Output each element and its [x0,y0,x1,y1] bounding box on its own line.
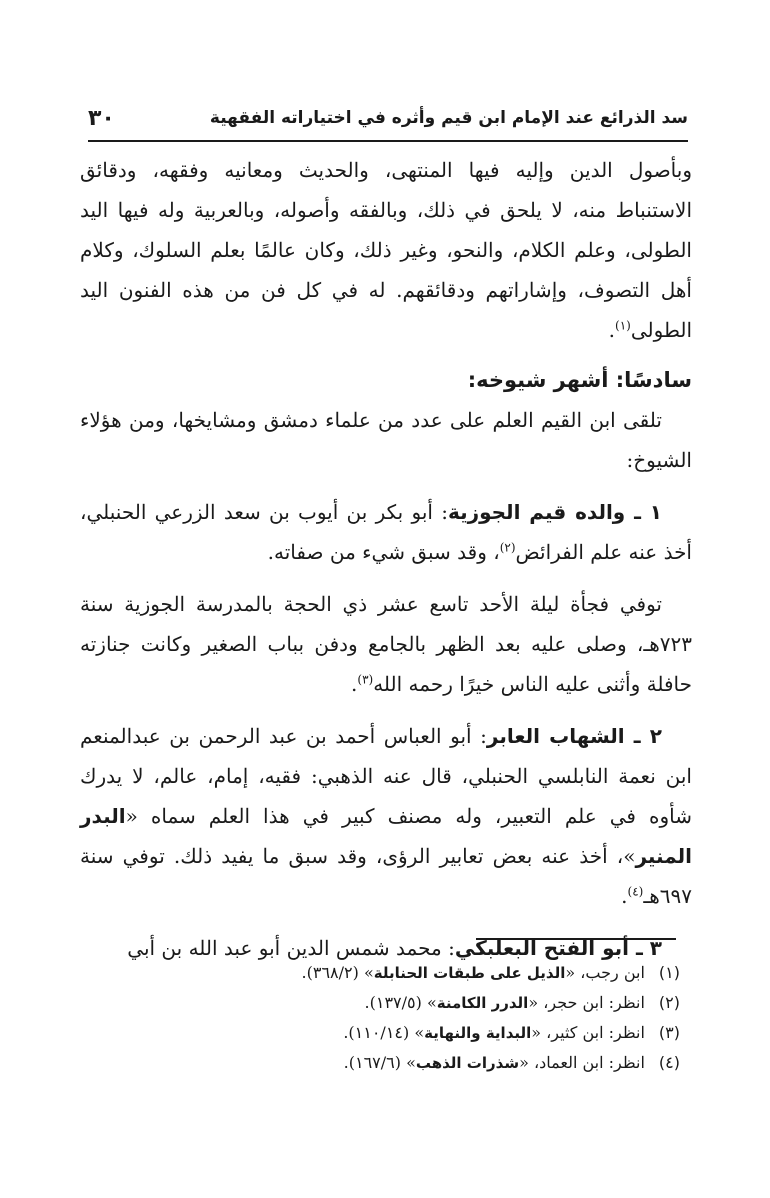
teacher-entry-2: ٢ ـ الشهاب العابر: أبو العباس أحمد بن عبد الرحمن بن عبدالمنعم ابن نعمة النابلسي الحنبلي، قال عنه الذهبي: فقيه، إمام، عالم، لا يدرك شأوه في علم التعبير، وله مصنف كبير في هذا العلم سماه «البدر المنير»، أخذ عنه بعض تعابير الرؤى، وقد سبق ما يفيد ذلك. توفي سنة ٦٩٧هـ$^{(٤)}$. [80,724,692,908]
footnote-1: (١) ابن رجب، «الذيل على طبقات الحنابلة» (٣٦٨/٢). [301,963,680,982]
main-text [80,150,692,968]
footnote-ref-4[interactable]: (٤) [627,884,644,899]
teacher-entry-3: ٣ ـ أبو الفتح البعلبكي: محمد شمس الدين أبو عبد الله بن أبي [127,936,662,960]
footnote-ref-3[interactable]: (٣) [357,672,374,687]
footnote-ref-1[interactable]: (١) [615,318,631,333]
footnote-3: (٣) انظر: ابن كثير، «البداية والنهاية» (١١٠/١٤). [343,1023,680,1042]
teacher-name-3: ٣ ـ أبو الفتح البعلبكي [454,936,662,960]
paragraph-teachers-intro: وبأصول الدين وإليه فيها المنتهى، والحديث ومعانيه وفقهه، ودقائق الاستنباط منه، لا يلحق في ذلك، وبالفقه وأصوله، وبالعربية وله فيها اليد الطولى، وعلم الكلام، والنحو، وغير ذلك، وكان عالمًا بعلم السلوك، وكلام أهل التصوف، وإشاراتهم ودقائقهم. له في كل فن من هذه الفنون اليد الطولى$^{(١)}$. [80,158,692,342]
footnotes [80,958,680,1078]
section-heading: سادسًا: أشهر شيوخه: [467,368,692,392]
footnote-4: (٤) انظر: ابن العماد، «شذرات الذهب» (١٦٧/٦). [343,1053,680,1072]
footnote-ref-2[interactable]: (٢) [499,540,516,555]
footnote-rule [476,938,676,940]
page-number: ٣٠ [88,105,115,131]
page-header [88,100,688,136]
header-rule [88,140,688,142]
teacher-entry-1: ١ ـ والده قيم الجوزية: أبو بكر بن أيوب بن سعد الزرعي الحنبلي، أخذ عنه علم الفرائض$^{(٢)}$، وقد سبق شيء من صفاته. [80,500,692,564]
teacher-name-1: ١ ـ والده قيم الجوزية [447,500,663,524]
running-title: سد الذرائع عند الإمام ابن قيم وأثره في اختياراته الفقهية [209,108,688,128]
book-title: البدر المنير [80,804,692,868]
teacher-name-2: ٢ ـ الشهاب العابر [486,724,662,748]
footnote-2: (٢) انظر: ابن حجر، «الدرر الكامنة» (١٣٧/٥). [364,993,680,1012]
paragraph-death: توفي فجأة ليلة الأحد تاسع عشر ذي الحجة بالمدرسة الجوزية سنة ٧٢٣هـ، وصلى عليه بعد الظهر بالجامع ودفن بباب الصغير وكانت جنازته حافلة وأثنى عليه الناس خيرًا رحمه الله$^{(٣)}$. [80,592,692,696]
paragraph-teachers: تلقى ابن القيم العلم على عدد من علماء دمشق ومشايخها، ومن هؤلاء الشيوخ: [80,408,692,472]
